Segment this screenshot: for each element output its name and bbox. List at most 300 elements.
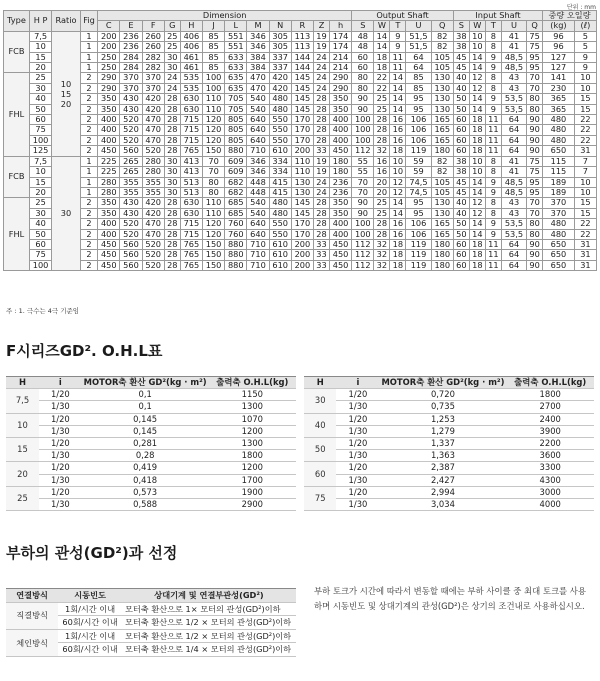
dimension-row [4,42,597,52]
cell-value: 415 [269,187,291,197]
cell-value: 112 [352,146,374,156]
header-type: Type [4,11,30,32]
gd-value-cell: 1,253 [379,413,506,425]
cell-value: 28 [164,260,180,270]
cell-value: 130 [431,104,453,114]
cell-value: 150 [202,239,224,249]
cell-value: 14 [469,94,485,104]
cell-value: 80 [352,83,374,93]
header-dim-h: h [329,21,351,31]
gd-hp-cell: 15 [6,438,39,462]
connection-row [6,602,296,616]
cell-value: 5 [574,31,596,41]
cell-value: 25 [374,198,390,208]
cell-value: 513 [180,187,202,197]
gd-header-cell: H [304,377,336,389]
cell-value: 880 [225,146,247,156]
header-out-q: Q [431,21,453,31]
cell-value: 174 [329,31,351,41]
cell-value: 450 [98,260,120,270]
header-dim-r: R [291,21,313,31]
cell-value: 350 [98,208,120,218]
cell-value: 470 [142,135,164,145]
connection-inertia-cell: 모터축 환산으로 1/4 × 모터의 관성(GD²)이하 [122,643,296,657]
cell-value: 461 [180,52,202,62]
cell-value: 715 [180,115,202,125]
cell-hp: 40 [29,94,51,104]
cell-value: 31 [574,250,596,260]
cell-value: 24 [314,187,330,197]
cell-value: 45 [453,63,469,73]
cell-value: 9 [485,219,501,229]
cell-value: 22 [374,73,390,83]
gd-hp-cell: 20 [6,462,39,486]
cell-value: 95 [527,187,543,197]
cell-value: 230 [543,83,575,93]
gd-value-cell: 1/30 [39,401,82,413]
cell-value: 12 [390,177,406,187]
cell-value: 180 [431,239,453,249]
gd-row [6,462,296,474]
cell-value: 82 [431,156,453,166]
cell-value: 96 [543,42,575,52]
header-dim-g: G [164,21,180,31]
cell-value: 550 [269,229,291,239]
cell-value: 22 [374,83,390,93]
dimension-row [4,208,597,218]
cell-value: 110 [202,208,224,218]
cell-value: 80 [527,104,543,114]
cell-value: 19 [314,156,330,166]
cell-value: 105 [431,63,453,73]
cell-value: 480 [543,125,575,135]
gd-row [304,462,594,474]
gd-row [304,401,594,413]
cell-value: 12 [469,83,485,93]
cell-value: 112 [352,250,374,260]
cell-value: 74,5 [406,177,431,187]
cell-value: 145 [291,104,313,114]
cell-value: 765 [180,239,202,249]
connection-row [6,629,296,643]
cell-hp: 30 [29,208,51,218]
cell-value: 560 [120,260,142,270]
cell-value: 610 [269,260,291,270]
cell-value: 11 [390,52,406,62]
cell-fig: 2 [80,125,97,135]
cell-value: 53,5 [501,104,526,114]
header-dim-f: F [142,21,164,31]
cell-value: 50 [453,104,469,114]
cell-value: 90 [527,146,543,156]
cell-value: 715 [180,135,202,145]
cell-value: 18 [469,239,485,249]
cell-value: 110 [291,156,313,166]
cell-value: 70 [527,73,543,83]
cell-value: 85 [202,31,224,41]
cell-value: 15 [574,198,596,208]
cell-type: FHL [4,198,30,271]
cell-value: 24 [314,177,330,187]
cell-value: 64 [406,52,431,62]
cell-value: 513 [180,177,202,187]
cell-hp: 25 [29,73,51,83]
cell-value: 200 [291,250,313,260]
cell-value: 284 [120,52,142,62]
cell-value: 715 [180,229,202,239]
cell-value: 470 [142,229,164,239]
cell-value: 18 [390,260,406,270]
cell-value: 33 [314,250,330,260]
gd-header-cell: H [6,377,39,389]
cell-value: 32 [374,146,390,156]
cell-value: 236 [120,31,142,41]
cell-value: 450 [329,260,351,270]
cell-value: 24 [314,63,330,73]
header-oil: (ℓ) [574,21,596,31]
cell-fig: 1 [80,52,97,62]
cell-value: 710 [247,260,269,270]
cell-value: 165 [431,135,453,145]
gd-row [304,389,594,401]
header-dim-j: J [202,21,224,31]
connection-inertia-cell: 모터축 환산으로 1/2 × 모터의 관성(GD²)이하 [122,616,296,630]
cell-value: 110 [202,104,224,114]
cell-value: 225 [98,167,120,177]
cell-value: 880 [225,239,247,249]
connection-frequency-cell: 1회/시간 이내 [58,602,122,616]
cell-value: 650 [543,146,575,156]
cell-value: 45 [453,52,469,62]
header-dim-m: M [247,21,269,31]
cell-value: 214 [329,52,351,62]
cell-value: 64 [406,63,431,73]
gd-hp-cell: 75 [304,486,336,510]
cell-value: 350 [98,104,120,114]
cell-value: 70 [527,198,543,208]
cell-value: 90 [527,135,543,145]
cell-value: 33 [314,260,330,270]
cell-value: 28 [314,208,330,218]
cell-value: 630 [180,208,202,218]
cell-value: 64 [501,125,526,135]
cell-value: 80 [202,177,224,187]
cell-value: 113 [291,31,313,41]
cell-value: 11 [485,250,501,260]
gd-row [6,389,296,401]
connection-inertia-cell: 모터축 환산으로 1/2 × 모터의 관성(GD²)이하 [122,629,296,643]
cell-value: 30 [164,52,180,62]
gd-row [6,450,296,462]
cell-value: 14 [374,42,390,52]
gd-value-cell: 0,1 [82,389,209,401]
header-dim-n: N [269,21,291,31]
cell-value: 38 [453,31,469,41]
cell-value: 16 [390,115,406,125]
header-input-shaft: Input Shaft [453,11,542,21]
cell-value: 420 [142,198,164,208]
gd-header-cell: i [336,377,379,389]
cell-value: 406 [180,42,202,52]
cell-value: 11 [485,115,501,125]
cell-value: 280 [142,156,164,166]
cell-value: 90 [527,239,543,249]
cell-value: 16 [374,156,390,166]
cell-value: 30 [164,156,180,166]
cell-value: 64 [501,135,526,145]
cell-value: 119 [406,250,431,260]
cell-value: 145 [291,198,313,208]
cell-value: 189 [543,177,575,187]
gd-value-cell: 3000 [506,486,594,498]
cell-value: 70 [202,156,224,166]
cell-value: 11 [485,146,501,156]
cell-value: 40 [453,83,469,93]
cell-value: 50 [453,229,469,239]
gd-header-cell: 출력축 O.H.L(kg) [506,377,594,389]
cell-value: 520 [142,250,164,260]
dimension-row [4,31,597,41]
cell-value: 480 [269,198,291,208]
cell-value: 11 [390,63,406,73]
cell-value: 200 [291,146,313,156]
cell-value: 480 [269,94,291,104]
cell-value: 280 [142,167,164,177]
cell-value: 96 [543,31,575,41]
gd-value-cell: 2400 [506,413,594,425]
cell-value: 95 [406,198,431,208]
cell-value: 127 [543,52,575,62]
cell-fig: 2 [80,115,97,125]
cell-hp: 10 [29,42,51,52]
gd-value-cell: 1/20 [39,413,82,425]
cell-value: 38 [453,42,469,52]
cell-value: 145 [291,73,313,83]
cell-value: 11 [485,260,501,270]
cell-value: 334 [269,167,291,177]
cell-value: 14 [390,73,406,83]
dimension-row [4,135,597,145]
cell-ratio: 30 [52,156,81,270]
gd-row [304,450,594,462]
explanation-text: 부하 토크가 시간에 따라서 변동할 때에는 부하 사이클 중 최대 토크를 사용하며 시동빈도 및 상대기계의 관성(GD²)은 상기의 조건내로 사용하십시오. [314,586,586,611]
gd-header-row [6,377,296,389]
cell-value: 236 [329,187,351,197]
cell-value: 550 [269,125,291,135]
gd-hp-cell: 10 [6,413,39,437]
gd-value-cell: 1/30 [39,425,82,437]
cell-value: 355 [142,187,164,197]
cell-value: 130 [431,83,453,93]
cell-value: 11 [485,135,501,145]
gd-value-cell: 0,720 [379,389,506,401]
gd-value-cell: 0,1 [82,401,209,413]
cell-value: 715 [180,219,202,229]
cell-value: 710 [247,250,269,260]
cell-value: 400 [329,219,351,229]
cell-hp: 60 [29,239,51,249]
cell-value: 28 [164,115,180,125]
cell-value: 384 [247,52,269,62]
cell-value: 430 [120,208,142,218]
gd-value-cell: 2700 [506,401,594,413]
cell-value: 12 [390,187,406,197]
cell-value: 170 [291,135,313,145]
cell-value: 28 [314,229,330,239]
gd-hp-cell: 40 [304,413,336,437]
cell-value: 55 [352,156,374,166]
cell-value: 106 [406,135,431,145]
cell-value: 22 [574,229,596,239]
cell-value: 180 [431,250,453,260]
cell-fig: 1 [80,42,97,52]
cell-value: 112 [352,260,374,270]
cell-value: 640 [247,229,269,239]
gd-value-cell: 2,427 [379,474,506,486]
cell-hp: 50 [29,104,51,114]
cell-value: 265 [120,167,142,177]
cell-value: 5 [574,42,596,52]
gd-value-cell: 1/30 [39,450,82,462]
cell-value: 51,5 [406,31,431,41]
cell-value: 470 [142,115,164,125]
gd-value-cell: 1/30 [336,425,379,437]
cell-value: 90 [527,125,543,135]
connection-header-cell: 연결방식 [6,589,58,603]
cell-value: 260 [142,31,164,41]
cell-value: 350 [329,94,351,104]
cell-value: 170 [291,229,313,239]
cell-value: 10 [574,83,596,93]
cell-value: 95 [406,104,431,114]
cell-fig: 2 [80,104,97,114]
cell-value: 609 [225,156,247,166]
cell-value: 18 [469,260,485,270]
cell-value: 14 [469,63,485,73]
cell-value: 9 [485,104,501,114]
cell-hp: 100 [29,260,51,270]
cell-value: 14 [390,83,406,93]
cell-fig: 2 [80,208,97,218]
cell-value: 337 [269,52,291,62]
cell-value: 25 [374,104,390,114]
gd-value-cell: 1/30 [39,499,82,511]
gd-row [304,499,594,511]
cell-value: 760 [225,219,247,229]
cell-value: 95 [527,63,543,73]
gd-row [6,401,296,413]
cell-value: 113 [291,42,313,52]
gd-value-cell: 1300 [209,401,296,413]
cell-value: 28 [314,115,330,125]
cell-value: 141 [543,73,575,83]
cell-value: 95 [527,52,543,62]
cell-value: 28 [314,104,330,114]
cell-value: 448 [247,187,269,197]
gd-value-cell: 1/20 [336,438,379,450]
cell-value: 520 [120,135,142,145]
cell-value: 95 [527,177,543,187]
gd-value-cell: 1/20 [39,462,82,474]
cell-value: 31 [574,260,596,270]
cell-value: 24 [314,52,330,62]
cell-value: 8 [485,198,501,208]
cell-value: 400 [329,229,351,239]
cell-value: 115 [543,156,575,166]
gd-value-cell: 0,145 [82,413,209,425]
cell-value: 127 [543,63,575,73]
connection-method-cell: 직결방식 [6,602,58,629]
cell-value: 282 [142,63,164,73]
cell-hp: 75 [29,250,51,260]
cell-value: 48,5 [501,187,526,197]
cell-value: 11 [485,125,501,135]
cell-hp: 15 [29,52,51,62]
cell-value: 450 [329,250,351,260]
gd-value-cell: 3300 [506,462,594,474]
gd-table-left [6,376,296,511]
header-weight: (kg) [543,21,575,31]
gd-value-cell: 0,28 [82,450,209,462]
cell-value: 640 [247,219,269,229]
cell-value: 19 [314,167,330,177]
dimension-row [4,177,597,187]
cell-value: 650 [543,260,575,270]
cell-value: 10 [469,42,485,52]
cell-value: 120 [202,219,224,229]
cell-value: 14 [469,104,485,114]
cell-value: 170 [291,219,313,229]
cell-value: 18 [374,63,390,73]
cell-value: 765 [180,260,202,270]
cell-value: 805 [225,115,247,125]
gd-table-right [304,376,594,511]
dimension-row [4,83,597,93]
cell-value: 50 [453,219,469,229]
cell-value: 64 [501,250,526,260]
cell-value: 41 [501,42,526,52]
cell-value: 28 [374,125,390,135]
cell-value: 18 [390,146,406,156]
gd-header-cell: 출력축 O.H.L(kg) [209,377,296,389]
header-in-u: U [501,21,526,31]
cell-value: 14 [390,198,406,208]
header-in-q: Q [527,21,543,31]
cell-value: 355 [120,177,142,187]
cell-value: 12 [469,208,485,218]
cell-value: 15 [574,94,596,104]
cell-value: 28 [314,219,330,229]
gd-value-cell: 1,363 [379,450,506,462]
cell-value: 28 [164,135,180,145]
cell-value: 15 [574,208,596,218]
cell-value: 60 [352,52,374,62]
cell-value: 633 [225,52,247,62]
cell-value: 14 [469,177,485,187]
gd-value-cell: 1070 [209,413,296,425]
cell-value: 640 [247,115,269,125]
connection-table [6,588,296,657]
dimension-row [4,239,597,249]
cell-value: 100 [352,115,374,125]
cell-value: 15 [574,104,596,114]
cell-hp: 50 [29,229,51,239]
cell-value: 64 [501,115,526,125]
cell-value: 70 [527,208,543,218]
cell-value: 18 [469,146,485,156]
gd-value-cell: 1200 [209,462,296,474]
cell-value: 110 [202,198,224,208]
